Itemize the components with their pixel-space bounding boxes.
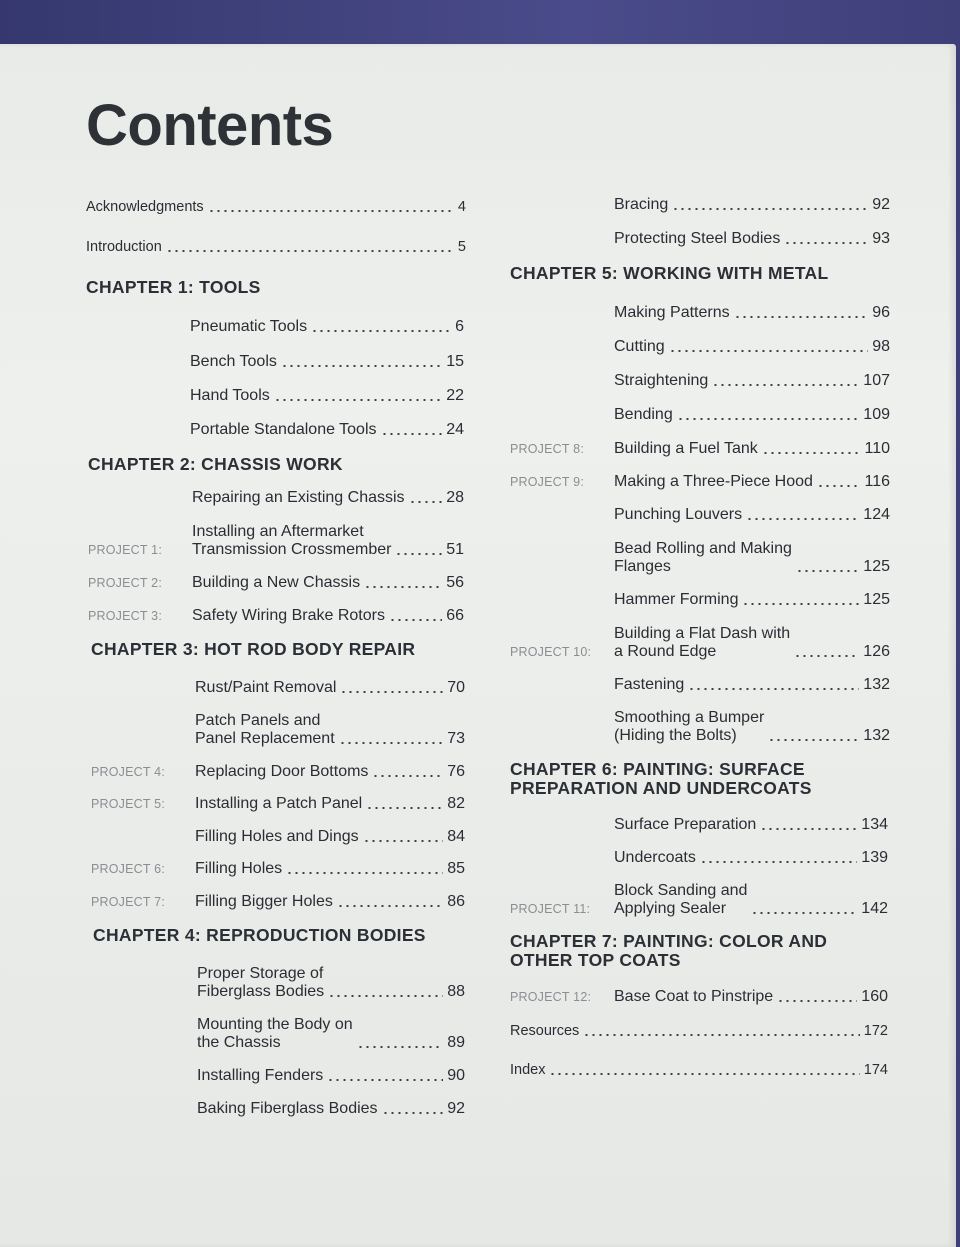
project-label [510,865,614,867]
chapter-heading[interactable]: CHAPTER 6: PAINTING: SURFACE PREPARATION AND UNDERCOATS [510,759,812,798]
entry-page: 172 [863,1023,888,1039]
toc-entry[interactable] [93,1067,465,1085]
entry-page: 109 [863,406,890,423]
toc-entry-acknowledgments[interactable] [86,198,466,216]
project-label: PROJECT 1: [88,543,163,557]
dot-leader [395,553,442,555]
toc-entry[interactable] [91,893,465,911]
toc-entry[interactable] [88,607,464,625]
toc-entry[interactable] [510,816,888,834]
entry-title: Making Patterns [614,304,730,321]
entry-page: 116 [864,473,890,490]
project-label: PROJECT 3: [88,609,163,623]
dot-leader [549,1073,859,1075]
toc-entry[interactable] [91,763,465,781]
chapter-heading[interactable]: CHAPTER 2: CHASSIS WORK [88,454,343,474]
toc-entry[interactable] [510,849,888,867]
project-label [510,692,614,694]
toc-entry[interactable] [510,676,890,694]
entry-title: Proper Storage of Fiberglass Bodies [197,965,325,1000]
entry-page: 107 [863,372,890,389]
entry-page: 15 [446,353,464,370]
toc-entry[interactable] [86,353,464,371]
entry-title: Punching Louvers [614,506,743,523]
project-label: PROJECT 12: [510,990,592,1004]
project-label [86,437,190,439]
toc-entry-resources[interactable] [510,1022,888,1040]
dot-leader [389,619,442,621]
chapter-heading[interactable]: CHAPTER 4: REPRODUCTION BODIES [93,925,426,945]
project-label: PROJECT 8: [510,442,585,456]
entry-page: 132 [863,727,890,744]
toc-entry[interactable] [510,440,890,458]
chapter-heading[interactable]: CHAPTER 7: PAINTING: COLOR AND OTHER TOP COATS [510,931,828,970]
entry-title: Mounting the Body on the Chassis [197,1016,353,1051]
toc-entry[interactable] [88,489,464,507]
dot-leader [734,316,869,318]
entry-page: 82 [447,795,465,812]
toc-entry-introduction[interactable] [86,238,466,256]
entry-page: 5 [457,239,466,255]
entry-page: 90 [447,1067,465,1084]
dot-leader [409,501,443,503]
entry-title: Patch Panels and Panel Replacement [195,712,335,747]
entry-page: 132 [863,676,890,693]
entry-page: 96 [872,304,890,321]
project-label [86,369,190,371]
project-label: PROJECT 2: [88,576,163,590]
dot-leader [337,905,443,907]
dot-leader [777,1000,857,1002]
dot-leader [688,688,859,690]
entry-title: Acknowledgments [86,199,204,215]
project-label [510,743,614,745]
project-label: PROJECT 11: [510,902,591,916]
dot-leader [372,775,443,777]
entry-page: 93 [872,230,890,247]
chapter-heading[interactable]: CHAPTER 1: TOOLS [86,277,261,297]
entry-title: Making a Three-Piece Hood [614,473,813,490]
entry-title: Installing Fenders [197,1067,324,1084]
entry-page: 92 [872,196,890,213]
toc-entry[interactable] [88,523,464,559]
toc-entry[interactable] [91,828,465,846]
project-label: PROJECT 4: [91,765,166,779]
project-label [93,1083,197,1085]
entry-title: Introduction [86,239,162,255]
dot-leader [364,586,442,588]
project-label [91,844,195,846]
dot-leader [672,208,868,210]
toc-entry[interactable] [86,421,464,439]
toc-entry[interactable] [91,795,465,813]
dot-leader [677,418,860,420]
dot-leader [751,912,857,914]
dot-leader [381,433,443,435]
entry-page: 84 [447,828,465,845]
entry-title: Building a Fuel Tank [614,440,758,457]
dot-leader [208,210,454,212]
dot-leader [712,384,859,386]
toc-entry[interactable] [91,679,465,697]
entry-title: Filling Holes [195,860,283,877]
project-label: PROJECT 9: [510,475,585,489]
toc-entry[interactable] [88,574,464,592]
entry-page: 4 [457,199,466,215]
entry-title: Index [510,1062,546,1078]
toc-entry[interactable] [510,406,890,424]
chapter-heading[interactable]: CHAPTER 3: HOT ROD BODY REPAIR [91,639,416,659]
entry-title: Straightening [614,372,709,389]
entry-title: Rust/Paint Removal [195,679,337,696]
entry-title: Safety Wiring Brake Rotors [192,607,385,624]
project-label [510,212,614,214]
entry-title: Filling Bigger Holes [195,893,333,910]
entry-title: Hammer Forming [614,591,739,608]
dot-leader [794,655,859,657]
entry-title: Bracing [614,196,669,213]
project-label [93,1050,197,1052]
toc-entry[interactable] [510,988,888,1006]
entry-page: 76 [447,763,465,780]
entry-title: Bending [614,406,673,423]
entry-page: 139 [861,849,888,866]
dot-leader [746,518,859,520]
toc-entry[interactable] [91,712,465,748]
project-label [510,388,614,390]
entry-page: 125 [863,591,890,608]
dot-leader [382,1112,444,1114]
project-label: PROJECT 5: [91,797,166,811]
entry-page: 85 [447,860,465,877]
entry-title: Hand Tools [190,387,270,404]
entry-page: 70 [447,679,465,696]
entry-title: Building a Flat Dash with a Round Edge [614,625,791,660]
dot-leader [357,1046,444,1048]
entry-title: Baking Fiberglass Bodies [197,1100,378,1117]
toc-entry[interactable] [93,965,465,1001]
entry-title: Pneumatic Tools [190,318,308,335]
dot-leader [784,242,868,244]
dot-leader [762,452,861,454]
toc-entry[interactable] [510,338,890,356]
entry-title: Resources [510,1023,580,1039]
project-label [91,746,195,748]
project-label [510,246,614,248]
entry-title: Undercoats [614,849,696,866]
page-title: Contents [86,93,334,158]
project-label [510,522,614,524]
toc-entry[interactable] [510,709,890,745]
toc-entry[interactable] [510,304,890,322]
toc-entry[interactable] [93,1100,465,1118]
toc-entry[interactable] [510,473,890,491]
project-label [510,320,614,322]
entry-title: Block Sanding and Applying Sealer [614,882,748,917]
project-label [86,403,190,405]
entry-title: Protecting Steel Bodies [614,230,781,247]
toc-entry[interactable] [510,625,890,661]
project-label [91,695,195,697]
entry-title: Installing a Patch Panel [195,795,363,812]
entry-page: 24 [446,421,464,438]
entry-title: Fastening [614,676,685,693]
entry-page: 89 [447,1034,465,1051]
toc-entry[interactable] [93,1016,465,1052]
dot-leader [366,807,443,809]
entry-title: Installing an Aftermarket Transmission Crossmember [192,523,392,558]
dot-leader [669,350,869,352]
entry-title: Smoothing a Bumper (Hiding the Bolts) [614,709,765,744]
entry-page: 124 [863,506,890,523]
entry-title: Bead Rolling and Making Flanges [614,540,792,575]
entry-page: 126 [863,643,890,660]
dot-leader [363,840,444,842]
entry-page: 142 [861,900,888,917]
dot-leader [274,399,442,401]
project-label [510,607,614,609]
entry-title: Cutting [614,338,665,355]
entry-page: 92 [447,1100,465,1117]
entry-page: 86 [447,893,465,910]
toc-entry[interactable] [510,540,890,576]
entry-page: 22 [446,387,464,404]
dot-leader [796,570,859,572]
entry-page: 174 [863,1062,888,1078]
chapter-heading[interactable]: CHAPTER 5: WORKING WITH METAL [510,263,829,283]
dot-leader [286,872,443,874]
entry-title: Repairing an Existing Chassis [192,489,405,506]
dot-leader [166,250,454,252]
dot-leader [311,330,451,332]
entry-page: 134 [861,816,888,833]
project-label [88,505,192,507]
entry-page: 28 [446,489,464,506]
entry-title: Replacing Door Bottoms [195,763,369,780]
entry-title: Filling Holes and Dings [195,828,359,845]
entry-page: 66 [446,607,464,624]
project-label: PROJECT 6: [91,862,166,876]
project-label [510,354,614,356]
entry-title: Surface Preparation [614,816,757,833]
entry-page: 51 [446,541,464,558]
project-label: PROJECT 7: [91,895,166,909]
toc-entry[interactable] [510,196,890,214]
dot-leader [340,691,443,693]
toc-entry[interactable] [510,506,890,524]
toc-entry-index[interactable] [510,1061,888,1079]
entry-title: Bench Tools [190,353,277,370]
entry-title: Building a New Chassis [192,574,361,591]
entry-title: Base Coat to Pinstripe [614,988,774,1005]
project-label [93,999,197,1001]
dot-leader [339,742,444,744]
entry-page: 98 [872,338,890,355]
entry-page: 56 [446,574,464,591]
entry-page: 160 [861,988,888,1005]
dot-leader [327,1079,443,1081]
project-label [510,832,614,834]
dot-leader [817,485,861,487]
dot-leader [281,365,442,367]
dot-leader [700,861,857,863]
toc-entry[interactable] [510,372,890,390]
project-label: PROJECT 10: [510,645,592,659]
project-label [93,1116,197,1118]
project-label [510,422,614,424]
entry-page: 110 [864,440,890,457]
toc-entry[interactable] [510,591,890,609]
entry-title: Portable Standalone Tools [190,421,377,438]
entry-page: 88 [447,983,465,1000]
dot-leader [768,739,859,741]
dot-leader [328,995,443,997]
dot-leader [742,603,859,605]
entry-page: 73 [447,730,465,747]
dot-leader [760,828,857,830]
project-label [86,334,190,336]
toc-entry[interactable] [86,387,464,405]
dot-leader [583,1034,859,1036]
toc-entry[interactable] [510,230,890,248]
toc-entry[interactable] [86,318,464,336]
entry-page: 125 [863,558,890,575]
project-label [510,574,614,576]
entry-page: 6 [455,318,464,335]
toc-entry[interactable] [510,882,888,918]
toc-entry[interactable] [91,860,465,878]
